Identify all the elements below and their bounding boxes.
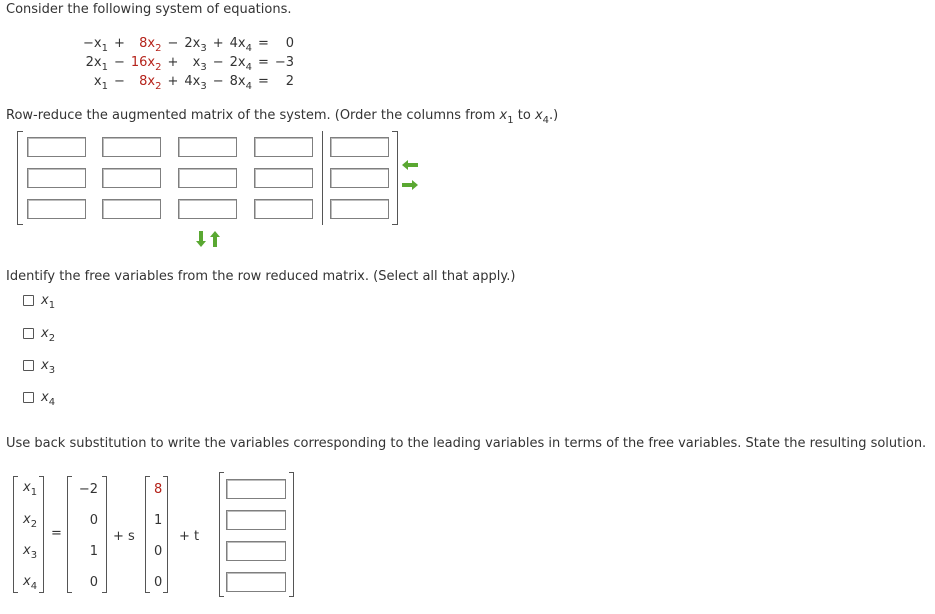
matrix-cell-r1c4[interactable] — [254, 137, 313, 157]
v0-entry-4: 0 — [89, 575, 98, 590]
v0-entry-3: 1 — [89, 544, 98, 559]
lhs-right-bracket — [39, 476, 44, 593]
v1-entry-2: 1 — [154, 513, 163, 528]
coef-sub: 2 — [155, 62, 162, 73]
matrix-cell-r2c3[interactable] — [178, 168, 237, 188]
arrow-right-icon[interactable] — [402, 180, 418, 190]
checkbox-x1[interactable] — [23, 295, 34, 306]
term-x3 — [181, 34, 209, 53]
coef: x — [192, 55, 201, 70]
coef: 16x — [130, 55, 156, 70]
v1-entry-1: 8 — [154, 482, 163, 497]
lhs-left-bracket — [13, 476, 18, 593]
rhs: 0 — [285, 36, 295, 51]
var-x-last-sub: 4 — [542, 115, 550, 126]
matrix-cell-r1c5[interactable] — [330, 137, 389, 157]
term-x1 — [80, 53, 111, 72]
coef-sub: 3 — [200, 62, 207, 73]
v1-right-bracket — [163, 476, 168, 593]
op: + — [212, 36, 224, 51]
equation-row — [80, 53, 297, 72]
arrow-up-icon[interactable] — [210, 231, 220, 247]
lhs-x1-sub: 1 — [30, 487, 38, 498]
matrix-cell-r3c2[interactable] — [102, 199, 161, 219]
checkbox-x1-sub: 1 — [48, 300, 56, 311]
matrix-cell-r1c3[interactable] — [178, 137, 237, 157]
coef: 4x — [229, 36, 246, 51]
lhs-x3-var: x — [23, 543, 31, 558]
operator — [210, 34, 227, 53]
eq: = — [258, 55, 269, 70]
matrix-right-bracket — [392, 131, 398, 225]
coef-sub: 2 — [155, 43, 162, 54]
v1-entry-4: 0 — [154, 575, 163, 590]
arrow-left-icon[interactable] — [402, 160, 418, 170]
matrix-cell-r2c1[interactable] — [27, 168, 86, 188]
checkbox-x4-label — [41, 390, 56, 408]
checkbox-x2-sub: 2 — [48, 333, 56, 344]
row-reduce-to: to — [513, 108, 535, 123]
checkbox-x3-var: x — [41, 358, 49, 373]
coef: 2x — [184, 36, 201, 51]
checkbox-x2[interactable] — [23, 328, 34, 339]
matrix-cell-r1c2[interactable] — [102, 137, 161, 157]
term-x4 — [227, 72, 255, 91]
operator — [165, 72, 182, 91]
checkbox-x1-label — [41, 293, 56, 311]
operator — [210, 72, 227, 91]
coef: 4x — [184, 74, 201, 89]
matrix-left-bracket — [17, 131, 23, 225]
coef-sub: 4 — [245, 43, 252, 54]
coef: −x — [83, 36, 102, 51]
checkbox-x3-label — [41, 358, 56, 376]
checkbox-x1-var: x — [41, 293, 49, 308]
coef: 8x — [139, 36, 156, 51]
term-x3 — [181, 72, 209, 91]
term-x1 — [80, 72, 111, 91]
term-x4 — [227, 34, 255, 53]
coef-sub: 1 — [101, 43, 108, 54]
coef: x — [93, 74, 102, 89]
coef: 2x — [229, 55, 246, 70]
eq: = — [258, 36, 269, 51]
op: − — [212, 74, 224, 89]
coef-sub: 4 — [245, 81, 252, 92]
operator — [210, 53, 227, 72]
coef-sub: 3 — [200, 81, 207, 92]
lhs-x3 — [23, 543, 38, 561]
var-x-last: x — [534, 108, 543, 123]
answer-left-bracket — [219, 472, 224, 597]
matrix-cell-r3c4[interactable] — [254, 199, 313, 219]
checkbox-x3-sub: 3 — [48, 365, 56, 376]
equation-row — [80, 34, 297, 53]
operator — [111, 72, 128, 91]
eq: = — [258, 74, 269, 89]
op: − — [113, 55, 125, 70]
lhs-x2-sub: 2 — [30, 519, 38, 530]
matrix-cell-r2c5[interactable] — [330, 168, 389, 188]
term-x2 — [128, 53, 165, 72]
op: + — [167, 74, 179, 89]
answer-input-2[interactable] — [226, 510, 286, 530]
op: − — [113, 74, 125, 89]
operator — [111, 34, 128, 53]
lhs-x3-sub: 3 — [30, 550, 38, 561]
equals-sign: = — [51, 526, 62, 541]
intro-text: Consider the following system of equations. — [6, 2, 292, 17]
augment-divider — [322, 131, 323, 225]
checkbox-x2-label — [41, 326, 56, 344]
answer-input-3[interactable] — [226, 541, 286, 561]
row-reduce-close: .) — [549, 108, 559, 123]
checkbox-x3[interactable] — [23, 360, 34, 371]
answer-right-bracket — [289, 472, 294, 597]
lhs-x1 — [23, 480, 38, 498]
var-x-first: x — [499, 108, 508, 123]
matrix-cell-r2c4[interactable] — [254, 168, 313, 188]
matrix-cell-r2c2[interactable] — [102, 168, 161, 188]
term-x2 — [128, 72, 165, 91]
v0-entry-1: −2 — [78, 482, 98, 497]
equation-table — [80, 34, 297, 91]
plus-t-label: + t — [179, 529, 200, 544]
operator — [111, 53, 128, 72]
free-vars-prompt: Identify the free variables from the row reduced matrix. (Select all that apply.) — [6, 269, 516, 284]
back-sub-prompt: Use back substitution to write the variables corresponding to the leading variables in terms of the free variables. State the resulting solution. — [6, 436, 927, 451]
answer-input-1[interactable] — [226, 479, 286, 499]
coef-sub: 3 — [200, 43, 207, 54]
coef: 8x — [139, 74, 156, 89]
coef-sub: 1 — [101, 62, 108, 73]
checkbox-x4-sub: 4 — [48, 397, 56, 408]
arrow-down-icon[interactable] — [196, 231, 206, 247]
rhs: 2 — [285, 74, 295, 89]
v0-right-bracket — [102, 476, 107, 593]
lhs-x4-sub: 4 — [30, 581, 38, 592]
op: − — [167, 36, 179, 51]
operator — [165, 34, 182, 53]
equation-row — [80, 72, 297, 91]
coef-sub: 4 — [245, 62, 252, 73]
coef-sub: 1 — [101, 81, 108, 92]
coef-sub: 2 — [155, 81, 162, 92]
checkbox-x4[interactable] — [23, 392, 34, 403]
matrix-cell-r3c1[interactable] — [27, 199, 86, 219]
row-reduce-prompt — [6, 108, 559, 126]
rhs — [272, 72, 297, 91]
v0-entry-2: 0 — [89, 513, 98, 528]
coef: 2x — [85, 55, 102, 70]
var-x-first-sub: 1 — [507, 115, 514, 126]
rhs — [272, 34, 297, 53]
answer-input-4[interactable] — [226, 572, 286, 592]
checkbox-x4-var: x — [41, 390, 49, 405]
term-x4 — [227, 53, 255, 72]
op: − — [212, 55, 224, 70]
v1-entry-3: 0 — [154, 544, 163, 559]
v1-left-bracket — [145, 476, 150, 593]
equals — [255, 72, 272, 91]
equals — [255, 34, 272, 53]
term-x3 — [181, 53, 209, 72]
term-x1 — [80, 34, 111, 53]
equation-system — [80, 34, 297, 91]
lhs-x2-var: x — [23, 512, 31, 527]
op: + — [113, 36, 125, 51]
rhs — [272, 53, 297, 72]
row-reduce-text: Row-reduce the augmented matrix of the system. (Order the columns from — [6, 108, 500, 123]
lhs-x4 — [23, 574, 38, 592]
plus-s-label: + s — [113, 529, 135, 544]
lhs-x1-var: x — [23, 480, 31, 495]
matrix-cell-r3c3[interactable] — [178, 199, 237, 219]
equals — [255, 53, 272, 72]
checkbox-x2-var: x — [41, 326, 49, 341]
operator — [165, 53, 182, 72]
rhs: −3 — [274, 55, 295, 70]
op: + — [167, 55, 179, 70]
lhs-x4-var: x — [23, 574, 31, 589]
coef: 8x — [229, 74, 246, 89]
term-x2 — [128, 34, 165, 53]
matrix-cell-r3c5[interactable] — [330, 199, 389, 219]
lhs-x2 — [23, 512, 38, 530]
matrix-cell-r1c1[interactable] — [27, 137, 86, 157]
